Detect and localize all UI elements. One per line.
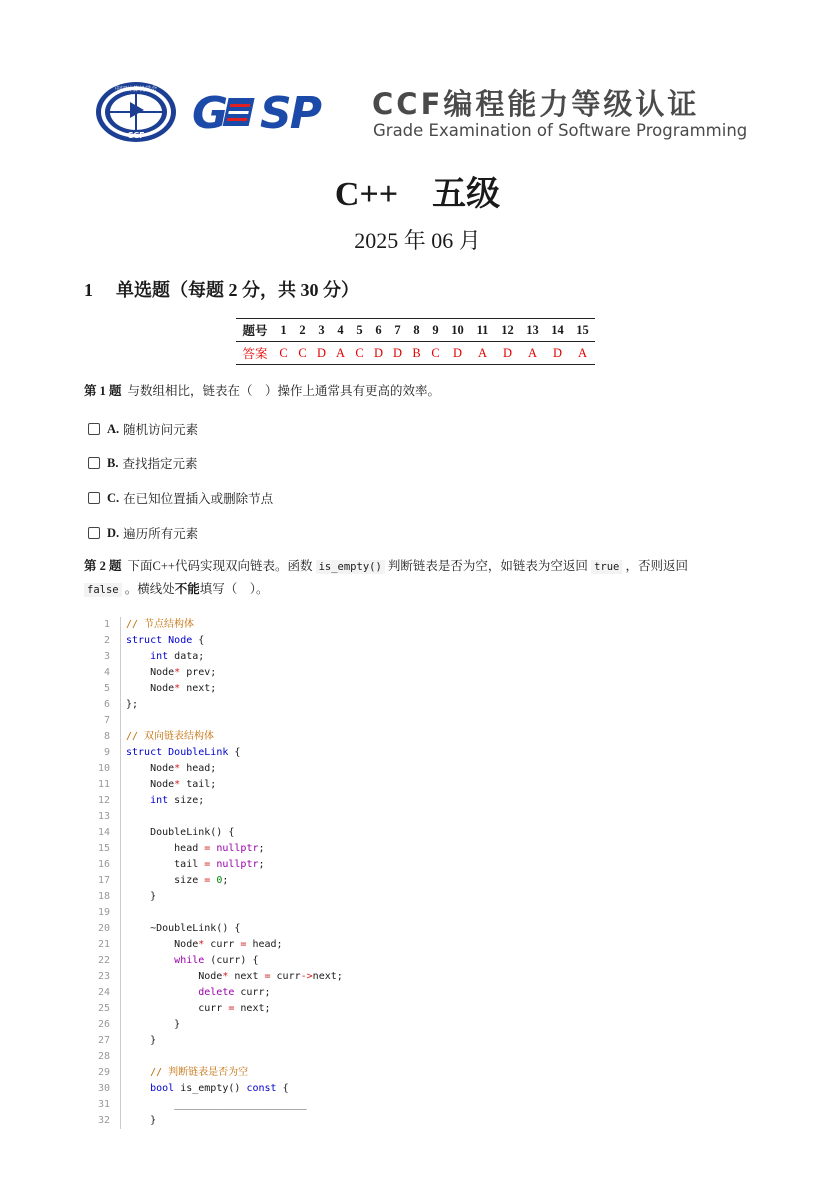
- question-number-cell: 4: [331, 319, 350, 342]
- section-heading: [84, 276, 359, 302]
- question-number-cell: 11: [470, 319, 495, 342]
- answer-cell: A: [470, 342, 495, 365]
- code-line: 29 // 判断链表是否为空: [84, 1065, 724, 1081]
- svg-text:中国计算机学会: 中国计算机学会: [114, 86, 158, 93]
- code-line: 2 struct Node {: [84, 633, 724, 649]
- option-text: 随机访问元素: [123, 423, 199, 437]
- code-line: 4 Node* prev;: [84, 665, 724, 681]
- certification-header: [94, 80, 748, 144]
- code-line: 26 }: [84, 1017, 724, 1033]
- exam-title: C++ 五级: [334, 176, 501, 213]
- inline-code: is_empty(): [316, 560, 385, 574]
- answer-cell: C: [293, 342, 312, 365]
- code-line: 22 while (curr) {: [84, 953, 724, 969]
- code-line: 9 struct DoubleLink {: [84, 745, 724, 761]
- option-c[interactable]: [88, 489, 273, 507]
- code-line: 14 DoubleLink() {: [84, 825, 724, 841]
- question-text: 下面C++代码实现双向链表。函数: [127, 559, 313, 573]
- gesp-logo: [192, 82, 344, 140]
- code-line: 28: [84, 1049, 724, 1065]
- option-d[interactable]: [88, 524, 198, 542]
- code-line: 8 // 双向链表结构体: [84, 729, 724, 745]
- code-line: 18 }: [84, 889, 724, 905]
- code-line: 3 int data;: [84, 649, 724, 665]
- question-number-cell: 1: [274, 319, 293, 342]
- section-number: 1: [84, 280, 93, 300]
- question-number-cell: 9: [426, 319, 445, 342]
- question-number-cell: 15: [570, 319, 595, 342]
- code-line: 19: [84, 905, 724, 921]
- option-letter: C.: [107, 490, 120, 505]
- answer-cell: D: [495, 342, 520, 365]
- option-letter: B.: [107, 455, 119, 470]
- code-line: 6 };: [84, 697, 724, 713]
- section-label: 单选题（每题 2 分，共 30 分）: [116, 280, 359, 300]
- option-text: 遍历所有元素: [123, 527, 199, 541]
- code-line: 20 ~DoubleLink() {: [84, 921, 724, 937]
- code-line: 15 head = nullptr;: [84, 841, 724, 857]
- answer-cell: C: [350, 342, 369, 365]
- answer-cell: A: [570, 342, 595, 365]
- answer-table-answer-label: 答案: [236, 342, 274, 365]
- question-number: 第 2 题: [84, 559, 122, 573]
- code-line: 12 int size;: [84, 793, 724, 809]
- ccf-seal-logo: [94, 80, 178, 144]
- code-line: 11 Node* tail;: [84, 777, 724, 793]
- emphasis-text: 不能: [174, 582, 200, 596]
- question-text: 。横线处: [124, 582, 175, 596]
- code-line: 23 Node* next = curr->next;: [84, 969, 724, 985]
- svg-text:SP: SP: [260, 88, 320, 139]
- inline-code: true: [591, 560, 622, 574]
- question-2: [84, 555, 724, 601]
- question-number-cell: 13: [520, 319, 545, 342]
- question-1: [84, 380, 724, 402]
- answer-table: [236, 318, 595, 365]
- code-line: 17 size = 0;: [84, 873, 724, 889]
- question-number-cell: 7: [388, 319, 407, 342]
- svg-text:CCF: CCF: [127, 131, 145, 140]
- question-number-cell: 8: [407, 319, 426, 342]
- svg-text:G: G: [192, 88, 227, 139]
- cert-title-en: Grade Examination of Software Programming: [373, 121, 748, 140]
- code-line: 25 curr = next;: [84, 1001, 724, 1017]
- option-letter: A.: [107, 421, 120, 436]
- code-line: 24 delete curr;: [84, 985, 724, 1001]
- question-number-cell: 10: [445, 319, 470, 342]
- checkbox[interactable]: [88, 423, 100, 435]
- answer-table-header-label: 题号: [236, 319, 274, 342]
- code-line: 27 }: [84, 1033, 724, 1049]
- checkbox[interactable]: [88, 492, 100, 504]
- answer-cell: D: [369, 342, 388, 365]
- code-line: 31 ______________________: [84, 1097, 724, 1113]
- question-number: 第 1 题: [84, 384, 122, 398]
- code-line: 21 Node* curr = head;: [84, 937, 724, 953]
- code-line: 32 }: [84, 1113, 724, 1129]
- inline-code: false: [84, 583, 122, 597]
- code-line: 7: [84, 713, 724, 729]
- code-line: 16 tail = nullptr;: [84, 857, 724, 873]
- cert-title-cn: CCF编程能力等级认证: [372, 87, 700, 121]
- checkbox[interactable]: [88, 457, 100, 469]
- option-b[interactable]: [88, 454, 197, 472]
- option-letter: D.: [107, 525, 120, 540]
- question-number-cell: 14: [545, 319, 570, 342]
- question-number-cell: 6: [369, 319, 388, 342]
- exam-date: 2025 年 06 月: [354, 228, 481, 253]
- question-number-cell: 12: [495, 319, 520, 342]
- option-text: 在已知位置插入或删除节点: [123, 492, 274, 506]
- answer-cell: C: [274, 342, 293, 365]
- code-block: [84, 617, 724, 1129]
- answer-cell: D: [545, 342, 570, 365]
- question-text: 判断链表是否为空，如链表为空返回: [387, 559, 588, 573]
- question-text: 与数组相比，链表在（ ）操作上通常具有更高的效率。: [127, 384, 441, 398]
- option-a[interactable]: [88, 420, 198, 438]
- option-text: 查找指定元素: [122, 457, 198, 471]
- question-text: 填写（ ）。: [199, 582, 269, 596]
- code-line: 1 // 节点结构体: [84, 617, 724, 633]
- code-line: 5 Node* next;: [84, 681, 724, 697]
- answer-cell: D: [312, 342, 331, 365]
- question-text: ，否则返回: [625, 559, 688, 573]
- answer-cell: A: [331, 342, 350, 365]
- answer-cell: A: [520, 342, 545, 365]
- answer-cell: B: [407, 342, 426, 365]
- checkbox[interactable]: [88, 527, 100, 539]
- question-number-cell: 3: [312, 319, 331, 342]
- code-line: 10 Node* head;: [84, 761, 724, 777]
- code-line: 13: [84, 809, 724, 825]
- question-number-cell: 5: [350, 319, 369, 342]
- code-line: 30 bool is_empty() const {: [84, 1081, 724, 1097]
- answer-cell: C: [426, 342, 445, 365]
- answer-cell: D: [445, 342, 470, 365]
- question-number-cell: 2: [293, 319, 312, 342]
- answer-cell: D: [388, 342, 407, 365]
